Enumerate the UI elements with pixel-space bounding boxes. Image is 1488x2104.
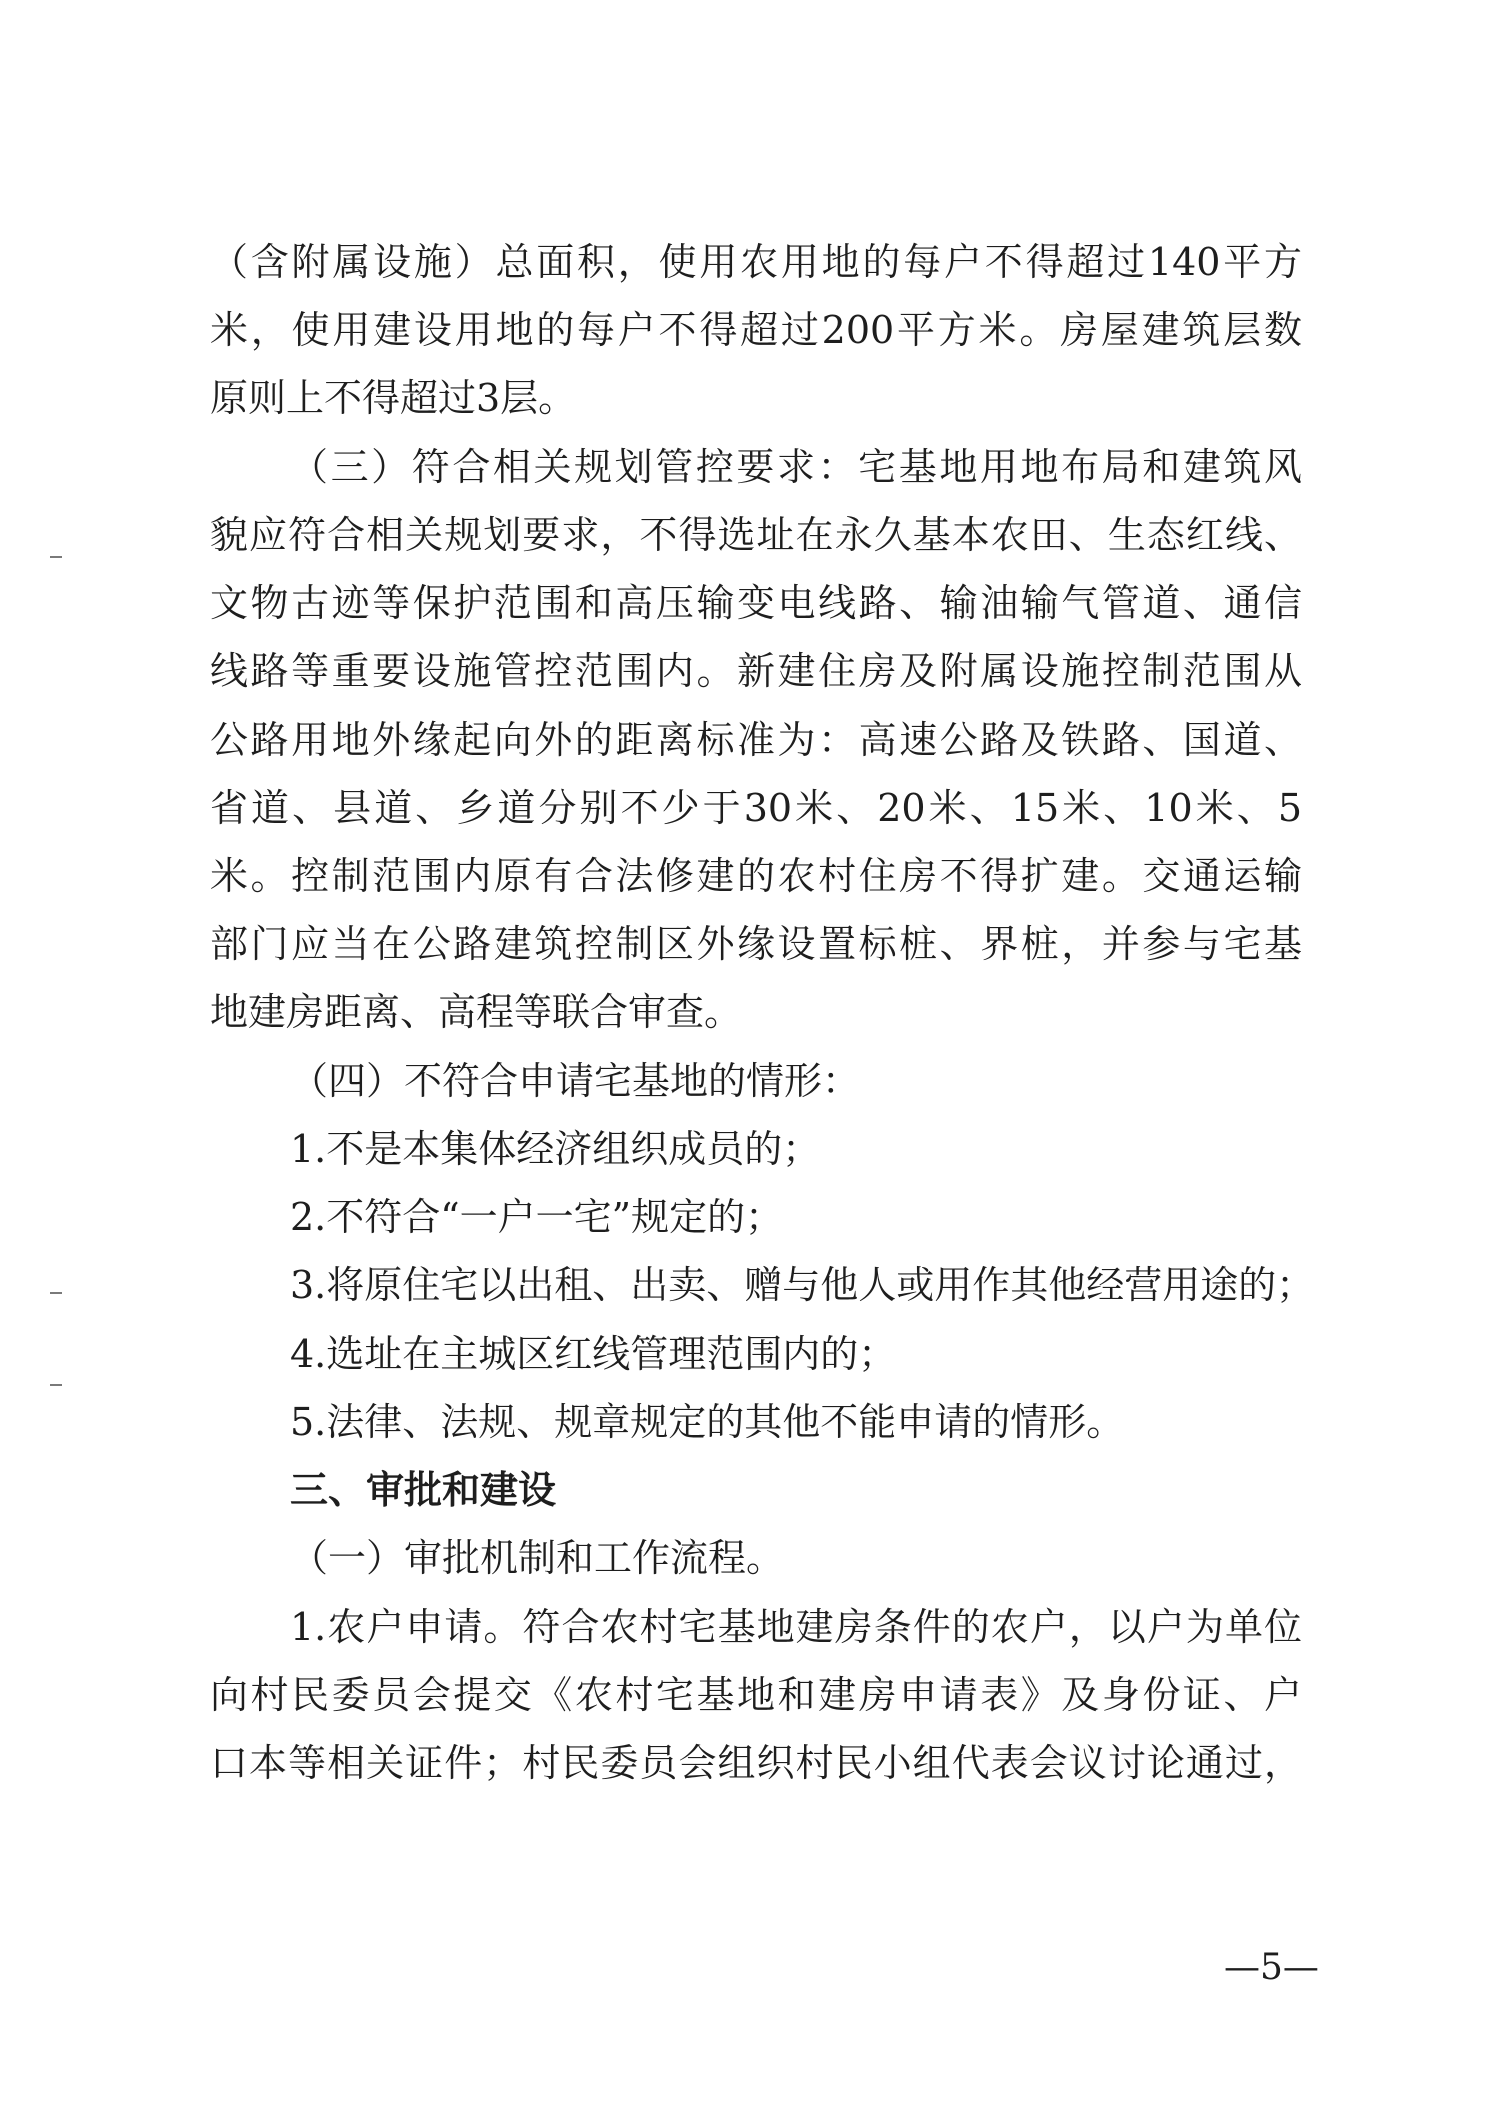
- body-text-line: （含附属设施）总面积，使用农用地的每户不得超过140平方: [210, 240, 1302, 284]
- list-item: 3.将原住宅以出租、出卖、赠与他人或用作其他经营用途的；: [290, 1263, 1315, 1307]
- list-item: 1.不是本集体经济组织成员的；: [290, 1127, 821, 1171]
- list-item: 5.法律、法规、规章规定的其他不能申请的情形。: [290, 1400, 1125, 1444]
- list-item: 2.不符合“一户一宅”规定的；: [290, 1195, 784, 1239]
- body-text-line: 地建房距离、高程等联合审查。: [210, 990, 743, 1034]
- body-text-line: 口本等相关证件；村民委员会组织村民小组代表会议讨论通过，: [210, 1741, 1302, 1785]
- body-text-line: 米，使用建设用地的每户不得超过200平方米。房屋建筑层数: [210, 308, 1302, 352]
- body-text-line: 文物古迹等保护范围和高压输变电线路、输油输气管道、通信: [210, 581, 1302, 625]
- body-text-line: 米。控制范围内原有合法修建的农村住房不得扩建。交通运输: [210, 854, 1302, 898]
- body-text-line: 部门应当在公路建筑控制区外缘设置标桩、界桩，并参与宅基: [210, 922, 1302, 966]
- chapter-heading: 三、审批和建设: [290, 1468, 557, 1512]
- binding-mark: [50, 556, 62, 558]
- body-text-line: 向村民委员会提交《农村宅基地和建房申请表》及身份证、户: [210, 1673, 1302, 1717]
- body-text-line: 省道、县道、乡道分别不少于30米、20米、15米、10米、5: [210, 786, 1302, 830]
- binding-mark: [50, 1384, 62, 1386]
- body-text-line: 原则上不得超过3层。: [210, 376, 577, 420]
- body-text-line: 1.农户申请。符合农村宅基地建房条件的农户，以户为单位: [290, 1605, 1302, 1649]
- list-item: 4.选址在主城区红线管理范围内的；: [290, 1332, 897, 1376]
- body-text-line: 线路等重要设施管控范围内。新建住房及附属设施控制范围从: [210, 649, 1302, 693]
- binding-mark: [50, 1292, 62, 1294]
- body-text-line: 公路用地外缘起向外的距离标准为：高速公路及铁路、国道、: [210, 718, 1302, 762]
- section-heading-line: （一）审批机制和工作流程。: [290, 1536, 785, 1580]
- body-text-line: 貌应符合相关规划要求，不得选址在永久基本农田、生态红线、: [210, 513, 1302, 557]
- section-heading-line: （四）不符合申请宅基地的情形：: [290, 1059, 861, 1103]
- page-number: —5—: [1224, 1947, 1319, 1988]
- section-heading-line: （三）符合相关规划管控要求：宅基地用地布局和建筑风: [290, 445, 1302, 489]
